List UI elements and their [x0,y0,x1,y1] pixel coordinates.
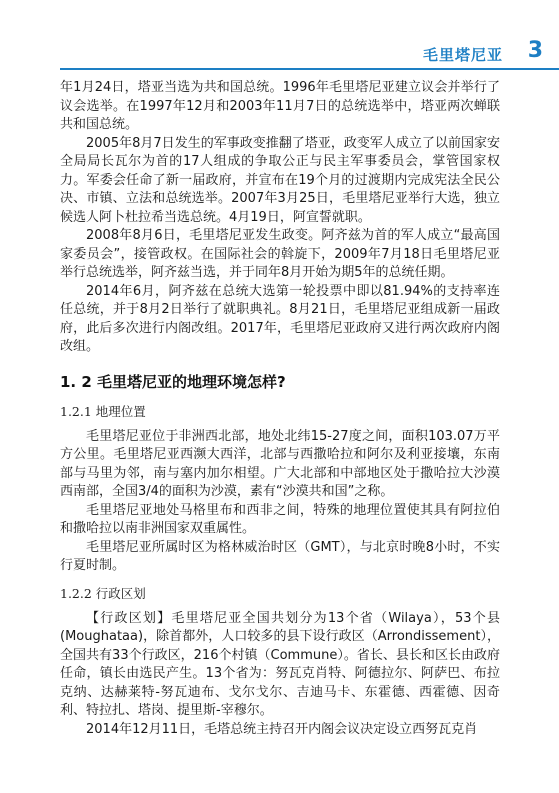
paragraph: 2014年6月，阿齐兹在总统大选第一轮投票中即以81.94%的支持率连任总统，并于8月2日举行了就职典礼。8月21日，毛里塔尼亚组成新一届政府，此后多次进行内阁改组。2017年，毛里塔尼亚政府又进行两次政府内阁改组。 [60,283,500,354]
paragraph: 2008年8月6日，毛里塔尼亚发生政变。阿齐兹为首的军人成立“最高国家委员会”，接管政权。在国际社会的斡旋下，2009年7月18日毛里塔尼亚举行总统选举，阿齐兹当选，并于同年8月开始为期5年的总统任期。 [60,228,500,280]
paragraph: 毛里塔尼亚所属时区为格林威治时区（GMT），与北京时晚8小时，不实行夏时制。 [60,539,500,573]
section-heading: 1. 2 毛里塔尼亚的地理环境怎样? [60,372,286,391]
subsection-heading: 1.2.1 地理位置 [60,403,146,419]
paragraph: 【行政区划】毛里塔尼亚全国共划分为13个省（Wilaya），53个县(Moughataa)，除首都外，人口较多的县下设行政区（Arrondissement），全国共有33个行政区，216个村镇（Commune）。省长、县长和区长由政府任命，镇长由选民产生。13个省为：努瓦克肖特、阿德拉尔、阿萨巴、布拉克纳、达赫莱特-努瓦迪布、戈尔戈尔、吉迪马卡、东霍德、西霍德、因奇利、特拉扎、塔岗、提里斯-宰穆尔。 [60,610,500,718]
paragraph: 毛里塔尼亚位于非洲西北部，地处北纬15-27度之间，面积103.07万平方公里。毛里塔尼亚西濒大西洋，北部与西撒哈拉和阿尔及利亚接壤，东南部与马里为邻，南与塞内加尔相望。广大北部和中部地区处于撒哈拉大沙漠西南部，全国3/4的面积为沙漠，素有“沙漠共和国”之称。 [60,428,500,499]
paragraph: 年1月24日，塔亚当选为共和国总统。1996年毛里塔尼亚建立议会并举行了议会选举。在1997年12月和2003年11月7日的总统选举中，塔亚两次蝉联共和国总统。 [60,80,500,132]
running-head-title: 毛里塔尼亚 [422,46,503,64]
page-number: 3 [527,38,543,63]
paragraph: 毛里塔尼亚地处马格里布和西非之间，特殊的地理位置使其具有阿拉伯和撒哈拉以南非洲国家双重属性。 [60,502,500,536]
paragraph: 2014年12月11日，毛塔总统主持召开内阁会议决定设立西努瓦克肖 [86,721,478,737]
header-rule [60,68,559,70]
page-header [0,0,559,80]
paragraph: 2005年8月7日发生的军事政变推翻了塔亚，政变军人成立了以前国家安全局局长瓦尔为首的17人组成的争取公正与民主军事委员会，掌管国家权力。军委会任命了新一届政府，并宣布在19个月的过渡期内完成宪法全民公决、市镇、立法和总统选举。2007年3月25日，毛里塔尼亚举行大选，独立候选人阿卜杜拉希当选总统。4月19日，阿宣誓就职。 [60,135,500,225]
subsection-heading: 1.2.2 行政区划 [60,585,146,601]
page-body [60,79,500,739]
